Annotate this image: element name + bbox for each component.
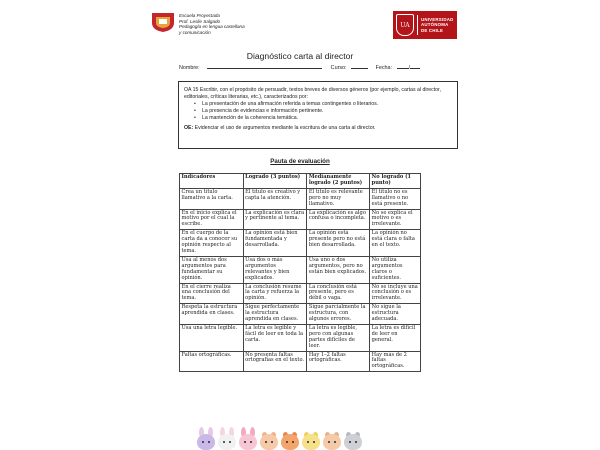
partial-cell: Hay 1–2 faltas ortográficas. (307, 351, 370, 372)
indicator-cell: Crea un título llamativo a la carta. (180, 188, 244, 209)
partial-cell: La conclusión está presente, pero es débil o vaga. (307, 283, 370, 304)
logo-divider (417, 15, 418, 35)
objective-item: • La mantención de la coherencia temática. (202, 115, 452, 122)
university-line-1: UNIVERSIDAD (421, 17, 454, 23)
not-achieved-cell: No utiliza argumentos claros o suficientes. (370, 256, 421, 283)
chick-yellow-character-icon (301, 426, 321, 450)
document-title: Diagnóstico carta al director (246, 51, 354, 61)
partial-cell: La letra es legible, pero con algunas partes difíciles de leer. (307, 324, 370, 351)
teacher-name: Prof. Leslie Salgado (179, 18, 221, 24)
table-row (180, 188, 421, 209)
not-achieved-cell: El título no es llamativo o no está presente. (370, 188, 421, 209)
university-name (421, 17, 453, 33)
school-info (179, 13, 245, 35)
oe-text: Evidenciar el uso de argumentos mediante la escritura de una carta al director. (193, 124, 376, 131)
program-line-2: y comunicación (179, 29, 211, 35)
bear-peach-character-icon (322, 426, 342, 450)
achieved-cell: La explicación es clara y pertinente al tema. (243, 209, 307, 230)
oe-label: OE: (184, 124, 194, 131)
partial-cell: Usa uno o dos argumentos, pero no están bien explicados. (307, 256, 370, 283)
bear-grey-character-icon (343, 426, 363, 450)
rubric-title: Pauta de evaluación (270, 158, 330, 165)
rubric-body (180, 188, 421, 371)
header-achieved: Logrado (3 puntos) (243, 174, 307, 189)
partial-cell: La explicación es algo confusa o incompleta. (307, 209, 370, 230)
header-indicators: Indicadores (180, 174, 244, 189)
partial-cell: El título es relevante pero no muy llamativo. (307, 188, 370, 209)
achieved-cell: No presenta faltas ortografías en el texto. (243, 351, 307, 372)
program-line-1: Pedagogía en lengua castellana (179, 24, 245, 30)
course-field[interactable] (351, 64, 368, 69)
table-row (180, 256, 421, 283)
not-achieved-cell: La opinión no está clara o falta en el texto. (370, 230, 421, 257)
date-month-field[interactable] (410, 64, 420, 69)
objective-box (178, 81, 458, 149)
cat-peach-character-icon (259, 426, 279, 450)
school-name: Escuela Proyectada (179, 13, 220, 18)
date-separator: / (408, 65, 411, 71)
not-achieved-cell: No se explica el motivo o es irrelevante. (370, 209, 421, 230)
not-achieved-cell: Hay más de 2 faltas ortográficas. (370, 351, 421, 372)
not-achieved-cell: No se incluye una conclusión o es irrelevante. (370, 283, 421, 304)
indicator-cell: Respeta la estructura aprendida en clases. (180, 304, 244, 325)
achieved-cell: La conclusión resume la carta y refuerza la opinión. (243, 283, 307, 304)
achieved-cell: Sigue perfectamente la estructura aprendida en clases. (243, 304, 307, 325)
indicator-cell: En el cuerpo de la carta da a conocer su opinión respecto al tema. (180, 230, 244, 257)
partial-cell: Sigue parcialmente la estructura, con algunos errores. (307, 304, 370, 325)
fox-orange-character-icon (280, 426, 300, 450)
achieved-cell: La opinión está bien fundamentada y desarrollada. (243, 230, 307, 257)
rubric-header-row (180, 174, 421, 189)
university-badge: UA (396, 14, 414, 36)
header-partially-achieved: Medianamente logrado (2 puntos) (307, 174, 370, 189)
header-not-achieved: No logrado (1 punto) (370, 174, 421, 189)
bunny-white-character-icon (217, 426, 237, 450)
objective-item: • La presentación de una afirmación referida a temas contingentes o literarios. (202, 101, 452, 108)
partial-cell: La opinión está presente pero no está bien desarrollada. (307, 230, 370, 257)
table-row (180, 230, 421, 257)
bunny-purple-character-icon (196, 426, 216, 450)
indicator-cell: En el inicio explica el motivo por el cual la escribe. (180, 209, 244, 230)
indicator-cell: Faltas ortográficas. (180, 351, 244, 372)
footer-characters (196, 420, 363, 450)
table-row (180, 209, 421, 230)
achieved-cell: Usa dos o más argumentos relevantes y bien explicados. (243, 256, 307, 283)
university-line-2: AUTÓNOMA (421, 22, 449, 28)
objective-list (202, 101, 452, 122)
student-info-row (179, 64, 420, 71)
university-line-3: DE CHILE (421, 27, 444, 33)
objective-intro: OA 15 Escribir, con el propósito de persuadir, textos breves de diversos géneros (por ejemplo, cartas al director, editoriales, críticas literarias, etc.), caracterizados por: (184, 87, 441, 100)
name-label: Nombre: (179, 65, 200, 71)
university-logo (393, 11, 457, 39)
bunny-pink-character-icon (238, 426, 258, 450)
rubric-table (179, 173, 421, 372)
course-label: Curso: (330, 65, 347, 71)
not-achieved-cell: No sigue la estructura adecuada. (370, 304, 421, 325)
name-field[interactable] (207, 64, 322, 69)
table-row (180, 351, 421, 372)
table-row (180, 283, 421, 304)
date-day-field[interactable] (397, 64, 409, 69)
specific-objective (184, 125, 452, 132)
table-row (180, 304, 421, 325)
indicator-cell: Usa al menos dos argumentos para fundamentar su opinión. (180, 256, 244, 283)
not-achieved-cell: La letra es difícil de leer en general. (370, 324, 421, 351)
school-logo (150, 11, 176, 33)
indicator-cell: En el cierre realiza una conclusión del tema. (180, 283, 244, 304)
indicator-cell: Usa una letra legible. (180, 324, 244, 351)
table-row (180, 324, 421, 351)
objective-item: • La presencia de evidencias e información pertinente. (202, 108, 452, 115)
date-label: Fecha: (375, 65, 393, 71)
achieved-cell: La letra es legible y fácil de leer en toda la carta. (243, 324, 307, 351)
achieved-cell: El título es creativo y capta la atención. (243, 188, 307, 209)
